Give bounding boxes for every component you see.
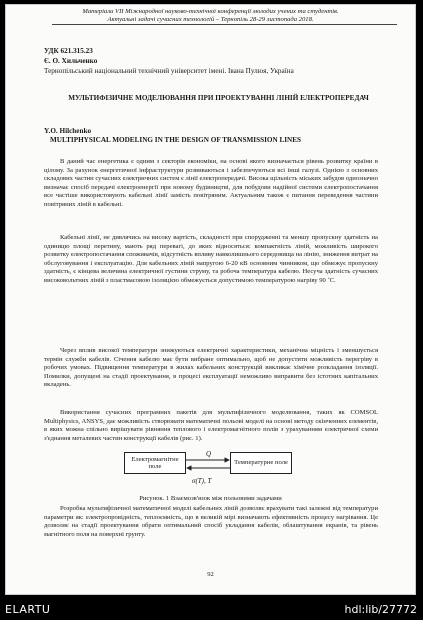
paragraph-5: [44, 505, 378, 539]
title-en: MULTIPHYSICAL MODELING IN THE DESIGN OF TRANSMISSION LINES: [50, 136, 302, 144]
paragraph-2: [44, 234, 378, 285]
paragraph-text: В даний час енергетика є одним з секторів економіки, на основі якого визначається рівень розвитку країни в цілому. За рахунок енергетичної інфраструктури розвиваються і забезпечуються всі інші галузі. Однією з основних складових частин сучасних електричних систем є лінії електропередачі. Висока щільність міських забудов однозначно визначає спосіб передачі електроенергії при новому будівництві, для побудови надійної системи електропостачання все частіше використовують кабельні лінії замість повітряним. Актуальним також є питання переведення частини повітряних ліній в кабельні.: [44, 158, 378, 208]
viewer-footer: [0, 597, 423, 620]
paragraph-1: [44, 158, 378, 209]
figure-caption: Рисунок. 1 Взаємозв'язок між польовими задачами: [139, 495, 282, 502]
affiliation: Тернопільський національний технічний університет імені. Івана Пулюя, Україна: [44, 67, 294, 75]
author-ua: Є. О. Хильченко: [44, 57, 98, 65]
paragraph-text: Використання сучасних програмних пакетів для мультифізичного моделювання, таких як COMSOL Multiphysics, ANSYS, дає можливість створювати математичні польові моделі на основі методу скінченних елементів, в яких можна спільно вирішувати рівняння теплового і електромагнітного полів з урахуванням електричної схеми з'єднання металевих частин конструкції кабелів (рис. 1).: [44, 409, 378, 442]
paper-page: [5, 4, 416, 595]
repository-label: ELARTU: [5, 603, 51, 616]
paragraph-3: [44, 347, 378, 390]
page-number: 92: [207, 571, 214, 578]
paragraph-4: [44, 409, 378, 443]
header-line-1: Матеріали VII Міжнародної науково-технічної конференції молодих учених та студентів.: [82, 8, 339, 15]
heat-source-label: Q: [206, 450, 212, 458]
conference-header: [6, 8, 415, 24]
paragraph-text: Розробка мультифізичної математичної моделі кабельних ліній дозволяє врахувати такі залежні від температури параметри як: електропровідність, теплоємність, що в великій мірі визначають ефективність процесу нагрівання. Це дозволяє на стадії проектування обрати оптимальний спосіб укладання кабелів, облаштування екранів, та рівень магнітного поля на поверхні грунту.: [44, 505, 378, 538]
temperature-field-box: Температурне поле: [230, 452, 292, 474]
paragraph-text: Через вплив високої температури знижуються електричні характеристики, механічна міцність і зменшується термін служби кабелів. Січення кабелю має бути вибране оптимально, щоб не допустити можливість перегріву в робочих умовах. Підвищення температури в жилах кабельних конструкцій викликає хімічне розкладання ізоляції. Помилки, допущені на стадії проектування, в процесі експлуатації неможливо виправити без істотних капітальних вкладень.: [44, 347, 378, 388]
field-coupling-diagram: [124, 448, 294, 492]
author-en: Y.O. Hilchenko: [44, 127, 92, 135]
udk-code: УДК 621.315.23: [44, 47, 93, 55]
conductivity-label: σ(T), T: [192, 477, 212, 485]
paragraph-text: Кабельні лінії, не дивлячись на високу вартість, складності при спорудженні та меншу пропускну здатність на одиницю площі перетину, мають ряд перевагі, до яких відносяться: компактність ліній, можливість широкого розвитку електропостачання споживачів, відсутність впливу навколишнього середовища на лінію, зниження витрат на обслуговування і експлуатацію. Для кабельних ліній напругою 6-20 кВ основним чинником, що обмежує пропускну здатність, є кінцева величина електричної густини струму, та робоча температура кабелю. Несуча здатність сучасних високовольтних ліній з пластмасовою ізоляцією обмежується допустимою температурою нагріву 90 ˚С.: [44, 234, 378, 284]
handle-link[interactable]: hdl:lib/27772: [344, 603, 417, 616]
title-ua: МУЛЬТИФІЗИЧНЕ МОДЕЛЮВАННЯ ПРИ ПРОЕКТУВАННІ ЛІНІЙ ЕЛЕКТРОПЕРЕДАЧ: [68, 94, 369, 102]
em-field-box: Електромагнітне поле: [124, 452, 186, 474]
header-line-2: Актуальні задачі сучасних технологій – Тернопіль 28-29 листопада 2018.: [107, 16, 314, 23]
header-rule: [52, 24, 397, 25]
